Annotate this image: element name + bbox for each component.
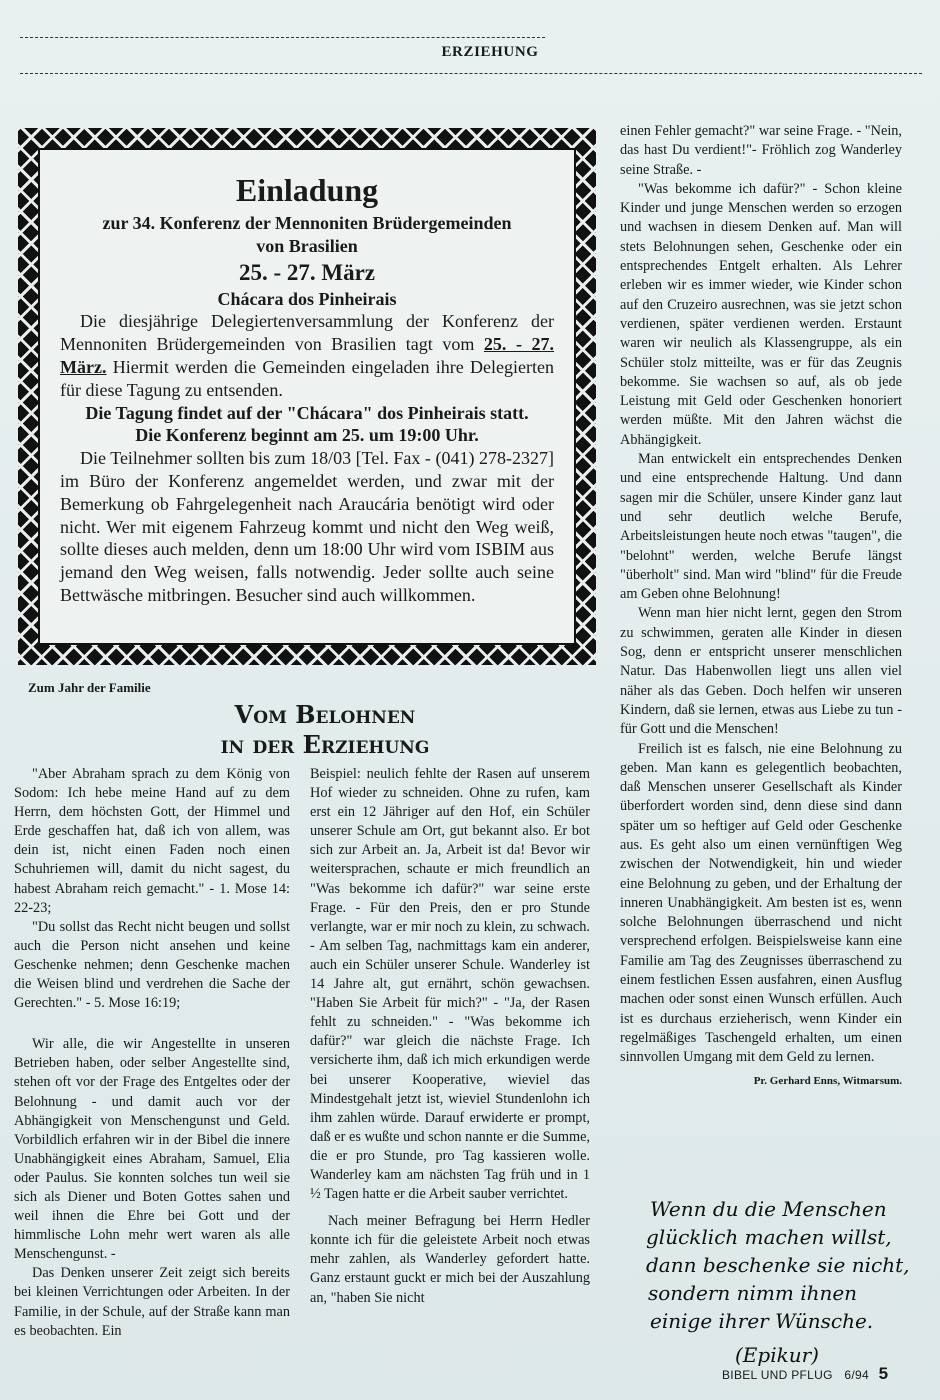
invitation-subtitle: zur 34. Konferenz der Mennoniten Brüdergemeinden [102,213,512,233]
quote-author: (Epikur) [735,1343,819,1367]
article-column-2 [310,765,590,1308]
paragraph: "Aber Abraham sprach zu dem König von Sodom: Ich hebe meine Hand auf zu dem Herrn, dem höchsten Gott, der Himmel und Erde geschaffen hat, daß ich von allem, was dein ist, nicht einen Faden noch einen Schuhriemen will, damit du nicht sagest, du habest Abraham reich gemacht." - 1. Mose 14: 22-23; [14,766,290,916]
invitation-box [18,128,596,665]
paragraph: Wenn man hier nicht lernt, gegen den Strom zu schwimmen, geraten alle Kinder in diesen Sog, denn er entspricht unserer menschlichen Natur. Das Habenwollen liegt uns allen viel näher als das Geben. Doch helfen wir unseren Kindern, daß sie lernen, etwas aus Liebe zu tun - für Gott und die Menschen! [620,605,902,738]
invitation-subtitle: von Brasilien [256,235,358,256]
header-rule [20,73,922,74]
magazine-name: BIBEL UND PFLUG [722,1368,833,1382]
title-line: Vom Belohnen [234,700,416,729]
quote-line: einige ihrer Wünsche. [650,1309,874,1333]
paragraph: Freilich ist es falsch, nie eine Belohnung zu geben. Man kann es gelegentlich beobachten, daß Menschen unserer Gesellschaft als Kinder überfordert worden sind, denn diese sind dann später um so heftiger auf Geld oder Geschenke aus. Es geht also um einen vernünftigen Weg zwischen der Notwendigkeit, hin und wieder eine Belohnung zu geben, und der Erhaltung der inneren Unabhängigkeit. Am besten ist es, wenn solche Belohnungen überraschend und nicht versprechend erfolgen. Beispielsweise kann eine Familie am Tag des Zeugnisses überraschend zu einem festlichen Essen ausfahren, einen Ausflug machen oder sonst einen Wunsch erfüllen. Auch ist es durchaus erzieherisch, wenn Kinder ein regelmäßiges Taschengeld erhalten, um einen sinnvollen Umgang mit dem Geld zu lernen. [620,740,902,1066]
invitation-paragraph: Die Teilnehmer sollten bis zum 18/03 [Tel. Fax - (041) 278-2327] im Büro der Konferenz angemeldet werden, und zwar mit der Bemerkung ob Fahrgelegenheit nach Araucária benötigt wird oder nicht. Wer mit eigenem Fahrzeug kommt und nicht den Weg weiß, sollte dieses auch melden, denn um 18:00 Uhr wird vom ISBIM aus jemand den Weg weisen, falls notwendig. Jeder sollte auch seine Bettwäsche mitbringen. Besucher sind auch willkommen. [60,448,554,605]
paragraph: Man entwickelt ein entsprechendes Denken und eine entsprechende Haltung. Und dann sagen mir die Schüler, unsere Kinder ganz laut und sehr deutlich welche Berufe, Arbeitsleistungen heute noch etwas "taugen", die "belohnt" werden, welche Berufe längst "überholt" sind. Man wird "blind" für die Freude am Geben ohne Belohnung! [620,451,902,603]
underlined-dates: 25. - 27. März. [60,334,555,377]
article-column-3 [620,122,902,1091]
paragraph: Beispiel: neulich fehlte der Rasen auf unserem Hof wieder zu schneiden. Ohne zu rufen, kam erst ein 12 Jähriger auf den Hof, ein Schüler unserer Schule am Ort, gut bekannt also. Er bot sich zur Arbeit an. Ja, Arbeit ist da! Bevor wir weitersprachen, schaute er mich freundlich an "Was bekomme ich dafür?" war seine erste Frage. - Für den Preis, den er pro Stunde verlangte, war er mir noch zu klein, zu schwach. - Am selben Tag, nachmittags kam ein anderer, auch ein Schüler unserer Schule. Wanderley ist 14 Jahre alt, gut ernährt, schön gewachsen. "Haben Sie Arbeit für mich?" - "Ja, der Rasen fehlt zu schneiden." - "Was bekomme ich dafür?" war gleich die nächste Frage. Ich versicherte ihm, daß ich mich erkundigen werde bei unserer Kooperative, wieviel das Mindestgehalt jetzt ist, wieviel Stundenlohn ich ihm zahlen würde. Darauf erwiderte er prompt, daß er es wußte und schon nannte er die Summe, die er pro Stunde, pro Tag kassieren wolle. Wanderley kam am nächsten Tag früh und in 1 ½ Tagen hatte er die Arbeit sauber verrichtet. [310,766,590,1203]
handwritten-quote [640,1195,910,1369]
text-run: Hiermit werden die Gemeinden eingeladen ihre Delegierten für diese Tagung zu entsenden. [60,356,554,400]
header-rule [20,37,545,38]
invitation-paragraph [60,310,554,401]
paragraph: Wir alle, die wir Angestellte in unseren Betrieben haben, oder selber Angestellte sind, stehen oft vor der Frage des Entgeltes oder der Belohnung - und damit auch vor der Abhängigkeit von Menschengunst und Geld. Vorbildlich erfahren wir in der Bibel die innere Unabhängigkeit eines Abraham, Samuel, Elia oder Paulus. Sie konnten solches tun weil sie sich als Diener und Boten Gottes sahen und weil ihnen die Ehre bei Gott und der himmlische Lohn mehr wert waren als alle Menschengunst. - [14,1036,290,1263]
invitation-title: Einladung [235,172,379,208]
paragraph: Nach meiner Befragung bei Herrn Hedler konnte ich für die geleistete Arbeit noch etwas mehr zahlen, als Wanderley gefordert hatte. Ganz erstaunt guckt er mich bei der Auszahlung an, "haben Sie nicht [310,1213,590,1306]
paragraph: "Was bekomme ich dafür?" - Schon kleine Kinder und junge Menschen werden so erzogen und wachsen in diesem Denken auf. Man will stets Belohnungen sehen, Geschenke oder ein entsprechendes Entgelt erhalten. Als Lehrer erleben wir es immer wieder, wie Kinder schon auf den Cruzeiro ausrechnen, was sie jetzt schon verdienen, später verdienen werden. Erstaunt waren wir neulich als Klassengruppe, als ein Schüler stolz mitteilte, was er für das Zeugnis bekomme. Sie wachsen so auf, als ob jede Leistung mit Geld oder Geschenken honoriert werden müßte. Mit den Jahren wächst die Abhängigkeit. [620,180,902,448]
page-footer [722,1364,888,1384]
article-title [190,700,460,760]
quote-line: glücklich machen willst, [646,1225,892,1249]
page-number: 5 [878,1364,889,1383]
quote-line: dann beschenke sie nicht, [646,1253,910,1277]
article-kicker: Zum Jahr der Familie [28,680,151,695]
invitation-content [38,148,576,645]
paragraph: einen Fehler gemacht?" war seine Frage. - "Nein, das hast Du verdient!"- Fröhlich zog Wanderley seine Straße. - [620,123,903,178]
invitation-dates: 25. - 27. März [238,259,376,285]
paragraph: "Du sollst das Recht nicht beugen und sollst auch die Person nicht ansehen und keine Geschenke nehmen; denn Geschenke machen die Weisen blind und verdrehen die Sache der Gerechten." - 5. Mose 16:19; [14,918,290,1012]
author-signature: Pr. Gerhard Enns, Witmarsum. [753,1074,902,1087]
text-run: Die diesjährige Delegiertenversammlung der Konferenz der Mennoniten Brüdergemeinden von Brasilien tagt vom [60,311,554,355]
issue-number: 6/94 [844,1368,869,1382]
paragraph: Das Denken unserer Zeit zeigt sich bereits bei kleinen Verrichtungen oder Arbeiten. In der Familie, in der Schule, auf der Straße kann man es beobachten. Ein [14,1265,290,1339]
invitation-location-note: Die Tagung findet auf der "Chácara" dos Pinheirais statt. [85,402,529,423]
article-column-1 [14,765,290,1341]
quote-line: Wenn du die Menschen [650,1197,887,1221]
section-title: ERZIEHUNG [441,44,539,60]
title-line: in der Erziehung [220,730,430,759]
invitation-body [60,447,554,607]
quote-line: sondern nimm ihnen [648,1281,858,1305]
invitation-body [60,310,554,401]
invitation-start-note: Die Konferenz beginnt am 25. um 19:00 Uhr. [135,425,479,446]
invitation-venue: Chácara dos Pinheirais [217,288,397,309]
